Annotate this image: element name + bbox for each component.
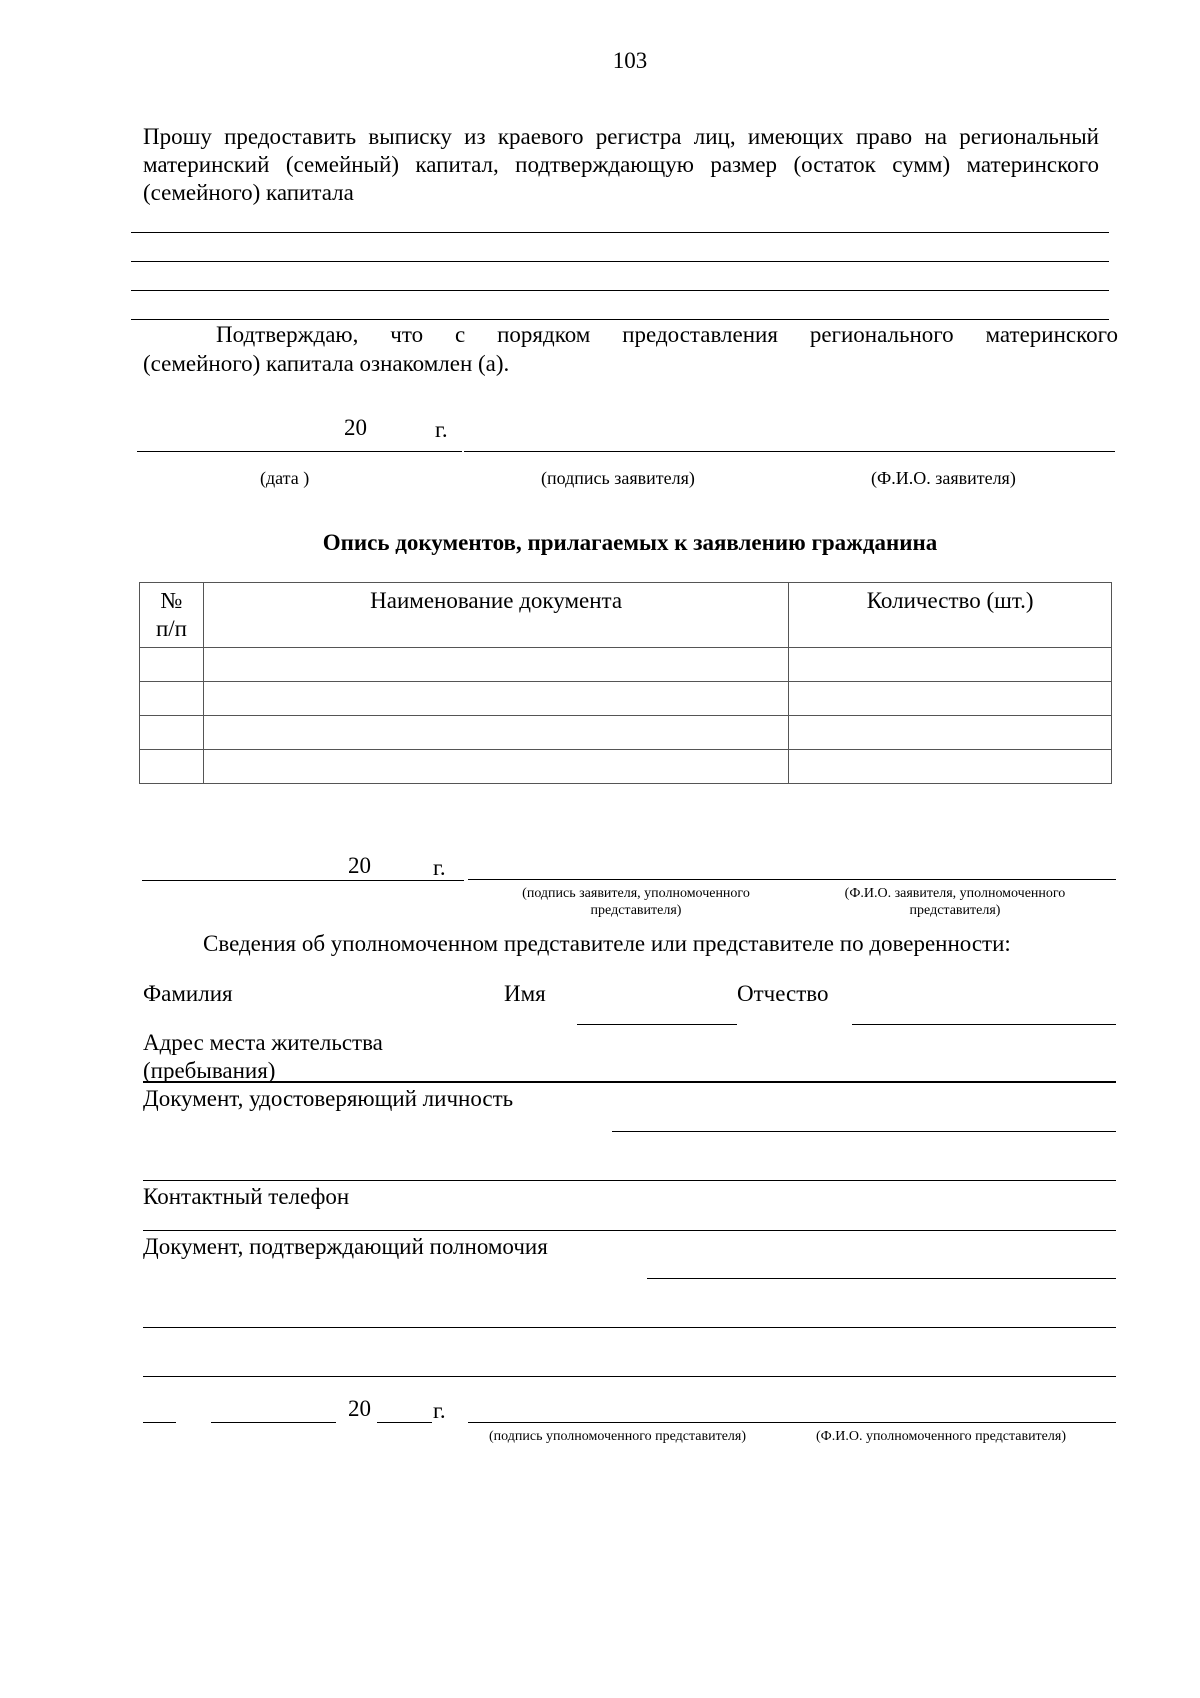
table-cell-name[interactable] (203, 682, 788, 716)
request-line-1: Прошу предоставить выписку из краевого регистра лиц, имеющих право на региональный (143, 124, 1099, 149)
patronymic-label: Отчество (737, 981, 829, 1006)
address-label-2: (пребывания) (143, 1058, 276, 1083)
table-cell-name[interactable] (203, 750, 788, 784)
sign2-year-prefix: 20 (348, 853, 371, 878)
sign1-signature-caption: (подпись заявителя) (541, 468, 695, 488)
sign3-year-prefix: 20 (348, 1396, 371, 1421)
id-document-line-2[interactable] (143, 1180, 1116, 1181)
sign1-date-line[interactable] (137, 451, 462, 452)
confirm-line-1: Подтверждаю, что с порядком предоставления регионального материнского (216, 322, 1118, 347)
confirm-line-2: (семейного) капитала ознакомлен (а). (143, 351, 510, 376)
sign2-signature-caption-2: представителя) (590, 903, 682, 918)
inventory-table (139, 582, 1112, 784)
address-line[interactable] (143, 1081, 1116, 1083)
address-label-1: Адрес места жительства (143, 1030, 383, 1055)
table-cell-number[interactable] (140, 682, 204, 716)
surname-label: Фамилия (143, 981, 233, 1006)
phone-label: Контактный телефон (143, 1184, 350, 1209)
sign1-year-prefix: 20 (344, 415, 367, 440)
sign3-name-caption: (Ф.И.О. уполномоченного представителя) (816, 1429, 1066, 1444)
table-row (140, 648, 1112, 682)
sign3-year-suffix: г. (433, 1398, 446, 1423)
representative-heading: Сведения об уполномоченном представителе или представителе по доверенности: (203, 931, 1011, 956)
sign3-signature-line[interactable] (468, 1422, 1116, 1423)
authority-document-line-2[interactable] (143, 1327, 1116, 1328)
inventory-title: Опись документов, прилагаемых к заявлению гражданина (322, 530, 938, 555)
id-document-label: Документ, удостоверяющий личность (143, 1086, 514, 1111)
sign1-signature-line[interactable] (464, 451, 1115, 452)
sign2-date-line[interactable] (142, 880, 464, 881)
table-cell-qty[interactable] (789, 648, 1112, 682)
table-cell-number[interactable] (140, 716, 204, 750)
blank-line-1[interactable] (131, 232, 1109, 233)
blank-line-4[interactable] (131, 319, 1109, 320)
table-cell-number[interactable] (140, 648, 204, 682)
patronymic-line[interactable] (852, 1024, 1116, 1025)
col-name-header: Наименование документа (203, 583, 788, 648)
table-cell-name[interactable] (203, 648, 788, 682)
authority-document-line-1[interactable] (647, 1278, 1116, 1279)
sign2-year-suffix: г. (433, 855, 446, 880)
col-number-header (140, 583, 204, 648)
sign2-signature-caption-1: (подпись заявителя, уполномоченного (522, 886, 750, 901)
first-name-line[interactable] (577, 1024, 737, 1025)
sign2-name-caption-1: (Ф.И.О. заявителя, уполномоченного (844, 886, 1066, 901)
col-qty-header: Количество (шт.) (789, 583, 1112, 648)
sign3-year-line[interactable] (377, 1422, 432, 1423)
sign3-day-line[interactable] (143, 1422, 176, 1423)
table-row (140, 682, 1112, 716)
phone-line[interactable] (143, 1230, 1116, 1231)
table-cell-qty[interactable] (789, 716, 1112, 750)
table-cell-qty[interactable] (789, 750, 1112, 784)
table-row (140, 716, 1112, 750)
sign2-signature-line[interactable] (468, 879, 1116, 880)
authority-document-line-3[interactable] (143, 1376, 1116, 1377)
sign3-signature-caption: (подпись уполномоченного представителя) (489, 1429, 746, 1444)
table-cell-name[interactable] (203, 716, 788, 750)
table-row (140, 750, 1112, 784)
sign3-month-line[interactable] (211, 1422, 336, 1423)
first-name-label: Имя (504, 981, 546, 1006)
sign1-name-caption: (Ф.И.О. заявителя) (871, 468, 1016, 488)
sign2-name-caption (810, 885, 1100, 919)
table-cell-qty[interactable] (789, 682, 1112, 716)
col-number-line-2: п/п (155, 616, 187, 641)
sign2-name-caption-2: представителя) (909, 903, 1001, 918)
blank-line-2[interactable] (131, 261, 1109, 262)
page-number: 103 (612, 48, 648, 73)
authority-document-label: Документ, подтверждающий полномочия (143, 1234, 548, 1259)
inventory-header-row (140, 583, 1112, 648)
col-number-line-1: № (160, 588, 183, 613)
table-cell-number[interactable] (140, 750, 204, 784)
blank-line-3[interactable] (131, 290, 1109, 291)
sign1-year-suffix: г. (435, 417, 448, 442)
id-document-line-1[interactable] (612, 1131, 1116, 1132)
request-line-3: (семейного) капитала (143, 180, 354, 205)
sign2-signature-caption (486, 885, 786, 919)
sign1-date-caption: (дата ) (260, 468, 310, 488)
request-line-2: материнский (семейный) капитал, подтверждающую размер (остаток сумм) материнского (143, 152, 1099, 177)
